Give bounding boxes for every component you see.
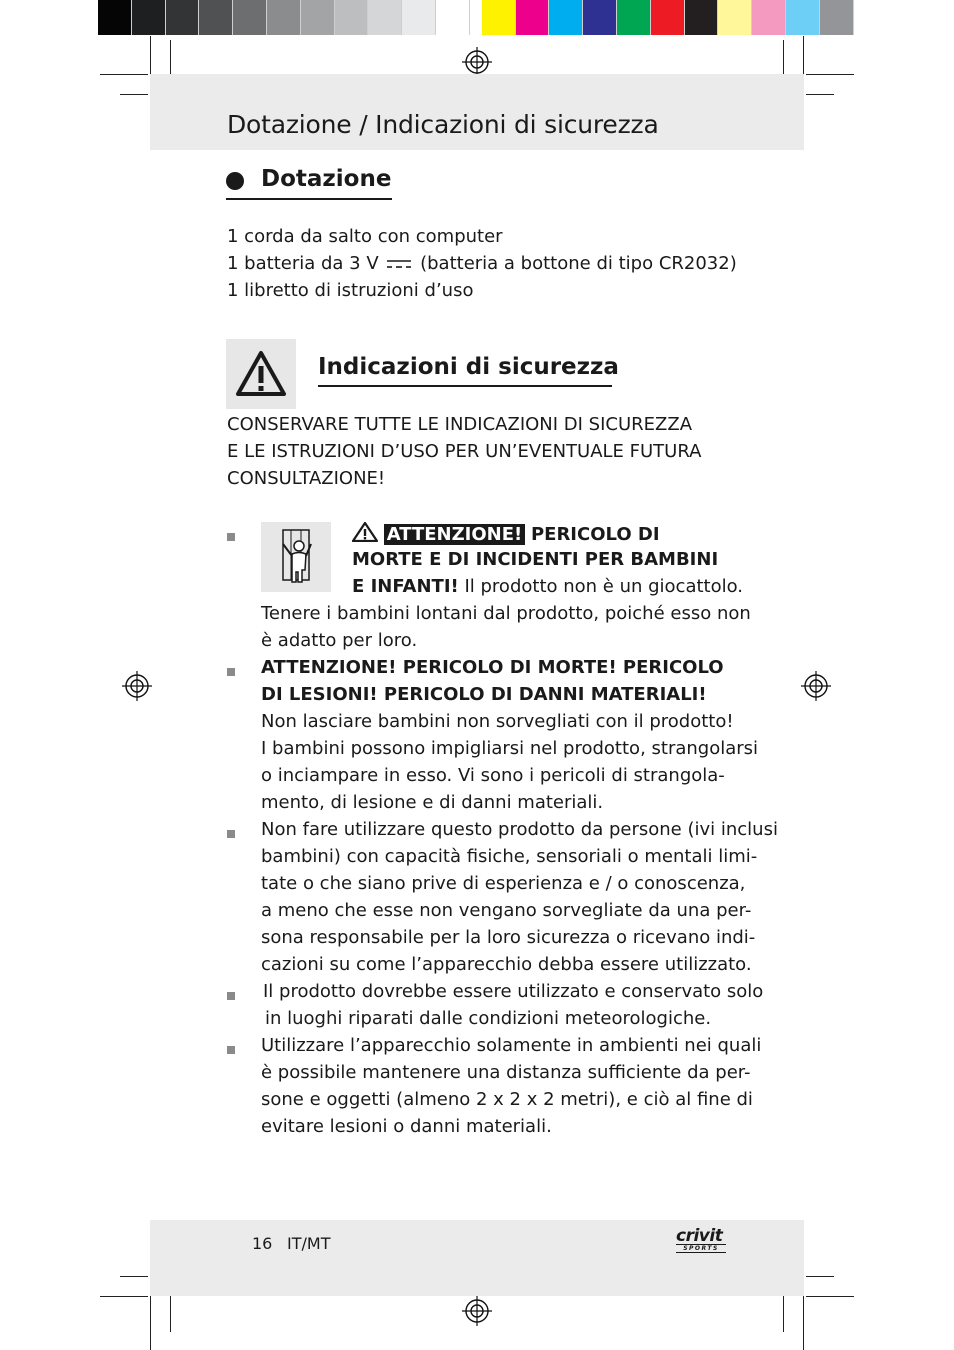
child-warning-icon-box xyxy=(261,522,331,592)
warning-text: PERICOLO DI xyxy=(530,524,660,545)
color-swatch xyxy=(301,0,335,35)
body-line: bambini) con capacità fisiche, sensoriali o mentali limi- xyxy=(261,846,758,867)
page-title: Dotazione / Indicazioni di sicurezza xyxy=(227,110,659,139)
body-line: Il prodotto dovrebbe essere utilizzato e conservato solo xyxy=(263,981,764,1002)
color-calibration-bar xyxy=(98,0,856,35)
intro-line: CONSULTAZIONE! xyxy=(227,468,386,489)
warning-line xyxy=(352,522,660,545)
crop-mark xyxy=(783,40,784,78)
color-swatch xyxy=(482,0,516,35)
body-line: in luoghi riparati dalle condizioni meteorologiche. xyxy=(265,1008,712,1029)
list-bullet-icon xyxy=(227,533,235,541)
crop-mark xyxy=(150,36,151,78)
swatch-gap xyxy=(470,0,482,35)
body-line: sona responsabile per la loro sicurezza o ricevano indi- xyxy=(261,927,756,948)
crop-mark xyxy=(120,94,148,95)
section-heading-dotazione: Dotazione xyxy=(261,166,392,192)
language-code: IT/MT xyxy=(287,1234,331,1253)
color-swatch xyxy=(199,0,233,35)
crop-mark xyxy=(806,1276,834,1277)
color-swatch xyxy=(685,0,719,35)
dc-current-icon xyxy=(386,258,412,270)
list-bullet-icon xyxy=(227,830,235,838)
registration-mark-icon xyxy=(462,1296,492,1326)
list-bullet-icon xyxy=(227,992,235,1000)
crop-mark xyxy=(783,1294,784,1332)
registration-mark-icon xyxy=(801,671,831,701)
brand-logo xyxy=(676,1228,726,1253)
warning-line: DI LESIONI! PERICOLO DI DANNI MATERIALI! xyxy=(261,684,707,705)
color-swatch xyxy=(98,0,132,35)
list-item: 1 libretto di istruzioni d’uso xyxy=(227,280,474,301)
heading-underline xyxy=(318,385,612,387)
list-item xyxy=(227,253,737,274)
color-swatch xyxy=(786,0,820,35)
warning-line xyxy=(352,576,743,597)
body-line: Non lasciare bambini non sorvegliati con il prodotto! xyxy=(261,711,734,732)
color-swatch xyxy=(820,0,854,35)
body-text: Il prodotto non è un giocattolo. xyxy=(464,576,744,597)
color-swatch xyxy=(368,0,402,35)
list-bullet-icon xyxy=(227,1046,235,1054)
crop-mark xyxy=(100,74,148,75)
warning-line: ATTENZIONE! PERICOLO DI MORTE! PERICOLO xyxy=(261,657,724,678)
attention-badge: ATTENZIONE! xyxy=(384,524,525,545)
list-item: 1 corda da salto con computer xyxy=(227,226,503,247)
warning-triangle-icon xyxy=(226,339,296,409)
warning-text: E INFANTI! xyxy=(352,576,459,597)
crop-mark xyxy=(806,1296,854,1297)
color-swatch xyxy=(233,0,267,35)
color-swatch xyxy=(166,0,200,35)
color-swatch xyxy=(752,0,786,35)
crop-mark xyxy=(803,36,804,78)
list-item-text: 1 batteria da 3 V xyxy=(227,253,379,274)
body-line: Non fare utilizzare questo prodotto da persone (ivi inclusi xyxy=(261,819,778,840)
body-line: tate o che siano prive di esperienza e / o conoscenza, xyxy=(261,873,746,894)
page-number: 16 xyxy=(252,1234,273,1253)
crop-mark xyxy=(100,1296,148,1297)
color-swatch xyxy=(718,0,752,35)
body-line: Utilizzare l’apparecchio solamente in ambienti nei quali xyxy=(261,1035,762,1056)
body-line: Tenere i bambini lontani dal prodotto, poiché esso non xyxy=(261,603,751,624)
body-line: evitare lesioni o danni materiali. xyxy=(261,1116,552,1137)
child-hazard-icon xyxy=(261,522,331,592)
crop-mark xyxy=(806,94,834,95)
body-line: cazioni su come l’apparecchio debba essere utilizzato. xyxy=(261,954,752,975)
registration-mark-icon xyxy=(122,671,152,701)
body-line: o inciampare in esso. Vi sono i pericoli di strangola- xyxy=(261,765,725,786)
color-swatch xyxy=(267,0,301,35)
section-bullet-icon xyxy=(226,172,244,190)
crop-mark xyxy=(806,74,854,75)
color-swatch xyxy=(617,0,651,35)
crop-mark xyxy=(170,40,171,78)
color-swatch xyxy=(549,0,583,35)
warning-icon-box xyxy=(226,339,296,409)
list-item-text: (batteria a bottone di tipo CR2032) xyxy=(420,253,737,274)
registration-mark-icon xyxy=(462,47,492,77)
body-line: sone e oggetti (almeno 2 x 2 x 2 metri), e ciò al fine di xyxy=(261,1089,753,1110)
crop-mark xyxy=(150,1290,151,1350)
color-swatch xyxy=(132,0,166,35)
brand-subtitle: SPORTS xyxy=(676,1244,726,1253)
body-line: mento, di lesione e di danni materiali. xyxy=(261,792,604,813)
color-swatch xyxy=(436,0,470,35)
body-line: è possibile mantenere una distanza sufficiente da per- xyxy=(261,1062,751,1083)
brand-name: crivit xyxy=(676,1226,723,1246)
color-swatch xyxy=(335,0,369,35)
crop-mark xyxy=(120,1276,148,1277)
body-line: è adatto per loro. xyxy=(261,630,418,651)
color-swatch xyxy=(402,0,436,35)
crop-mark xyxy=(170,1294,171,1332)
intro-line: CONSERVARE TUTTE LE INDICAZIONI DI SICUREZZA xyxy=(227,414,693,435)
list-bullet-icon xyxy=(227,668,235,676)
warning-triangle-icon xyxy=(352,522,378,542)
intro-line: E LE ISTRUZIONI D’USO PER UN’EVENTUALE FUTURA xyxy=(227,441,702,462)
crop-mark xyxy=(803,1290,804,1350)
section-heading-sicurezza: Indicazioni di sicurezza xyxy=(318,354,619,380)
color-swatch xyxy=(583,0,617,35)
warning-line: MORTE E DI INCIDENTI PER BAMBINI xyxy=(352,549,719,570)
heading-underline xyxy=(226,198,392,200)
body-line: I bambini possono impigliarsi nel prodotto, strangolarsi xyxy=(261,738,759,759)
color-swatch xyxy=(651,0,685,35)
body-line: a meno che esse non vengano sorvegliate da una per- xyxy=(261,900,752,921)
color-swatch xyxy=(516,0,550,35)
